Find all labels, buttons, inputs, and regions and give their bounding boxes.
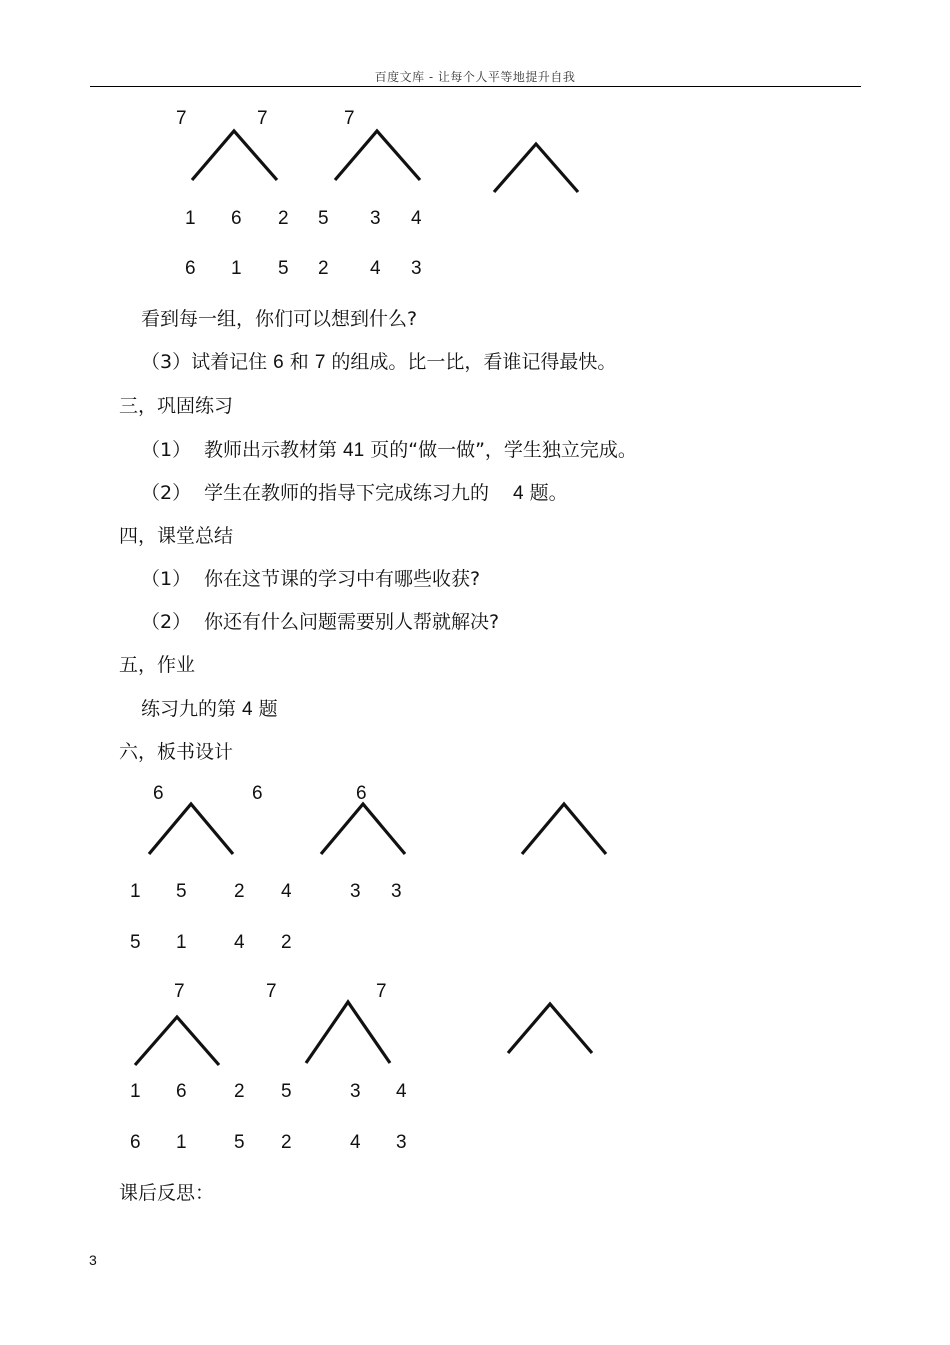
- roof-shape: [335, 131, 420, 180]
- board7-roof-shapes: [0, 990, 950, 1070]
- board7-row2-2: 1: [176, 1132, 187, 1153]
- sec3-item2-marker: （2）: [141, 482, 192, 504]
- board7-row1-2: 6: [176, 1081, 187, 1102]
- board6-top-1: 6: [153, 783, 164, 804]
- question-line: 看到每一组，你们可以想到什么?: [141, 308, 418, 330]
- diagram1-top-3: 7: [344, 108, 355, 129]
- roof-shape: [192, 131, 277, 180]
- page-number: 3: [89, 1252, 97, 1268]
- sec3-item1-text: 教师出示教材第 41 页的“做一做”，学生独立完成。: [204, 439, 637, 461]
- roof-shape: [494, 144, 578, 192]
- sec4-item1-marker: （1）: [141, 568, 192, 590]
- board6-top-2: 6: [252, 783, 263, 804]
- board6-roof-shapes: [0, 780, 950, 870]
- board6-row1-4: 4: [281, 881, 292, 902]
- board6-top-3: 6: [356, 783, 367, 804]
- board7-row2-6: 3: [396, 1132, 407, 1153]
- board6-row2-3: 4: [234, 932, 245, 953]
- diagram1-row1-3: 2: [278, 208, 289, 229]
- diagram1-roof-shapes: [0, 0, 950, 200]
- item3-line: （3）试着记住 6 和 7 的组成。比一比，看谁记得最快。: [141, 351, 617, 373]
- board6-row1-6: 3: [391, 881, 402, 902]
- board7-top-1: 7: [174, 981, 185, 1002]
- diagram1-row2-4: 2: [318, 258, 329, 279]
- roof-shape: [522, 804, 606, 854]
- board7-top-2: 7: [266, 981, 277, 1002]
- board6-row1-5: 3: [350, 881, 361, 902]
- diagram1-top-1: 7: [176, 108, 187, 129]
- board7-row1-4: 5: [281, 1081, 292, 1102]
- section5-heading: 五，作业: [119, 654, 196, 676]
- roof-shape: [508, 1004, 592, 1053]
- diagram1-row2-3: 5: [278, 258, 289, 279]
- sec4-item2-marker: （2）: [141, 611, 192, 633]
- board7-row2-3: 5: [234, 1132, 245, 1153]
- diagram1-row1-5: 3: [370, 208, 381, 229]
- diagram1-row2-5: 4: [370, 258, 381, 279]
- board7-row1-5: 3: [350, 1081, 361, 1102]
- diagram1-row1-1: 1: [185, 208, 196, 229]
- section6-heading: 六，板书设计: [119, 741, 234, 763]
- diagram1-top-2: 7: [257, 108, 268, 129]
- board6-row2-1: 5: [130, 932, 141, 953]
- roof-shape: [306, 1002, 390, 1063]
- homework-line: 练习九的第 4 题: [141, 698, 278, 720]
- board7-row2-4: 2: [281, 1132, 292, 1153]
- diagram1-row1-2: 6: [231, 208, 242, 229]
- board7-row1-1: 1: [130, 1081, 141, 1102]
- roof-shape: [321, 804, 405, 854]
- diagram1-row2-1: 6: [185, 258, 196, 279]
- diagram1-row1-4: 5: [318, 208, 329, 229]
- board6-row2-4: 2: [281, 932, 292, 953]
- board6-row1-2: 5: [176, 881, 187, 902]
- board7-top-3: 7: [376, 981, 387, 1002]
- section3-heading: 三，巩固练习: [119, 395, 234, 417]
- board6-row1-3: 2: [234, 881, 245, 902]
- reflection-heading: 课后反思：: [119, 1182, 215, 1204]
- board7-row1-6: 4: [396, 1081, 407, 1102]
- sec3-item1-marker: （1）: [141, 439, 192, 461]
- section4-heading: 四，课堂总结: [119, 525, 234, 547]
- diagram1-row2-2: 1: [231, 258, 242, 279]
- sec4-item2-text: 你还有什么问题需要别人帮就解决?: [204, 611, 500, 633]
- board6-row1-1: 1: [130, 881, 141, 902]
- board6-row2-2: 1: [176, 932, 187, 953]
- board7-row2-1: 6: [130, 1132, 141, 1153]
- roof-shape: [135, 1017, 219, 1065]
- page-header: 百度文库 - 让每个人平等地提升自我: [374, 70, 576, 84]
- roof-shape: [149, 804, 233, 854]
- sec3-item2-text: 学生在教师的指导下完成练习九的 4 题。: [204, 482, 568, 504]
- board7-row1-3: 2: [234, 1081, 245, 1102]
- diagram1-row1-6: 4: [411, 208, 422, 229]
- diagram1-row2-6: 3: [411, 258, 422, 279]
- sec4-item1-text: 你在这节课的学习中有哪些收获?: [204, 568, 481, 590]
- board7-row2-5: 4: [350, 1132, 361, 1153]
